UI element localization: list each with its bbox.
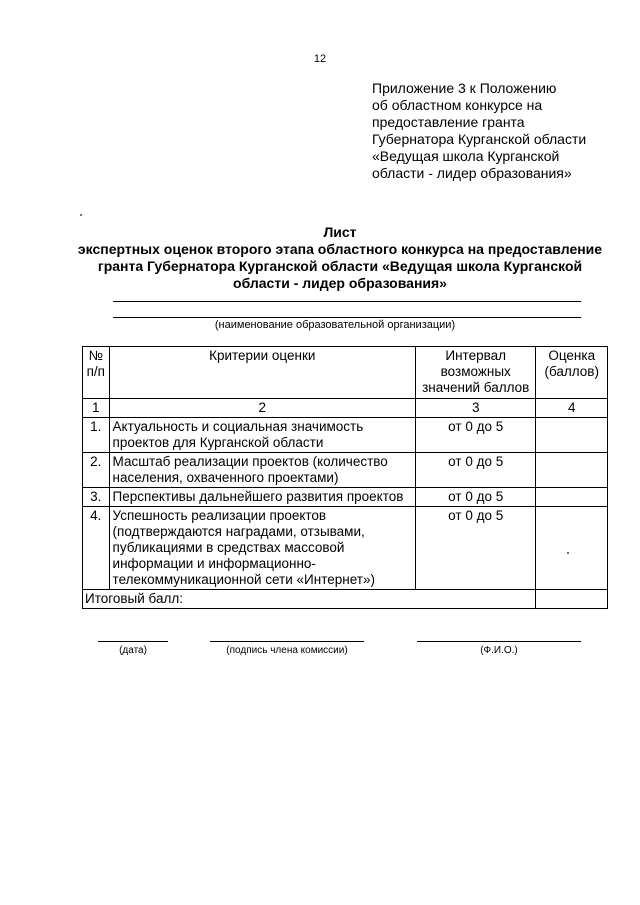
fio-line[interactable] xyxy=(417,641,581,642)
row-interval: от 0 до 5 xyxy=(415,488,536,507)
header-score: Оценка (баллов) xyxy=(536,347,608,399)
date-caption: (дата) xyxy=(119,645,147,656)
row-interval: от 0 до 5 xyxy=(415,453,536,488)
fio-caption: (Ф.И.О.) xyxy=(480,645,518,656)
org-name-line xyxy=(113,301,581,302)
row-num: 2. xyxy=(83,453,110,488)
appendix-line: предоставление гранта xyxy=(372,114,525,130)
signature-line[interactable] xyxy=(210,641,364,642)
row-score-cell[interactable] xyxy=(536,418,608,453)
title-line: Лист xyxy=(323,224,357,240)
table-row xyxy=(83,507,608,590)
row-num: 3. xyxy=(83,488,110,507)
row-criterion: Успешность реализации проектов (подтверждаются наградами, отзывами, публикациями в средствах массовой информации и информационно-телекоммуникационной сети «Интернет») xyxy=(109,507,415,590)
title-line: экспертных оценок второго этапа областного конкурса на предоставление xyxy=(77,241,603,257)
row-interval: от 0 до 5 xyxy=(415,418,536,453)
appendix-line: «Ведущая школа Курганской xyxy=(372,148,560,164)
total-label: Итоговый балл: xyxy=(83,590,536,609)
column-number-row xyxy=(83,399,608,418)
appendix-header xyxy=(372,80,622,182)
row-num: 1. xyxy=(83,418,110,453)
org-name-line xyxy=(113,317,581,318)
evaluation-table xyxy=(82,346,608,609)
header-num: № п/п xyxy=(83,347,110,399)
date-line[interactable] xyxy=(98,641,168,642)
page-number: 12 xyxy=(313,53,327,65)
org-caption: (наименование образовательной организации) xyxy=(214,319,456,331)
row-criterion: Масштаб реализации проектов (количество населения, охваченного проектами) xyxy=(109,453,415,488)
scan-speck xyxy=(80,214,82,216)
document-title xyxy=(60,224,620,292)
column-number: 3 xyxy=(415,399,536,418)
column-number: 2 xyxy=(109,399,415,418)
table-header-row xyxy=(83,347,608,399)
column-number: 1 xyxy=(83,399,110,418)
appendix-line: Приложение 3 к Положению xyxy=(372,80,557,96)
table-row xyxy=(83,488,608,507)
row-score-cell[interactable] xyxy=(536,507,608,590)
signature-caption: (подпись члена комиссии) xyxy=(226,645,348,656)
column-number: 4 xyxy=(536,399,608,418)
header-interval: Интервал возможных значений баллов xyxy=(415,347,536,399)
table-row xyxy=(83,453,608,488)
table-row xyxy=(83,418,608,453)
row-score-cell[interactable] xyxy=(536,488,608,507)
row-interval: от 0 до 5 xyxy=(415,507,536,590)
scan-speck xyxy=(567,552,569,554)
title-line: гранта Губернатора Курганской области «Ведущая школа Курганской xyxy=(97,258,583,274)
row-criterion: Актуальность и социальная значимость проектов для Курганской области xyxy=(109,418,415,453)
appendix-line: области - лидер образования» xyxy=(372,165,572,181)
row-score-cell[interactable] xyxy=(536,453,608,488)
row-criterion: Перспективы дальнейшего развития проектов xyxy=(109,488,415,507)
appendix-line: об областном конкурсе на xyxy=(372,97,543,113)
title-line: области - лидер образования» xyxy=(233,275,447,291)
total-score-cell[interactable] xyxy=(536,590,608,609)
appendix-line: Губернатора Курганской области xyxy=(372,131,587,147)
total-row xyxy=(83,590,608,609)
header-criteria: Критерии оценки xyxy=(109,347,415,399)
row-num: 4. xyxy=(83,507,110,590)
